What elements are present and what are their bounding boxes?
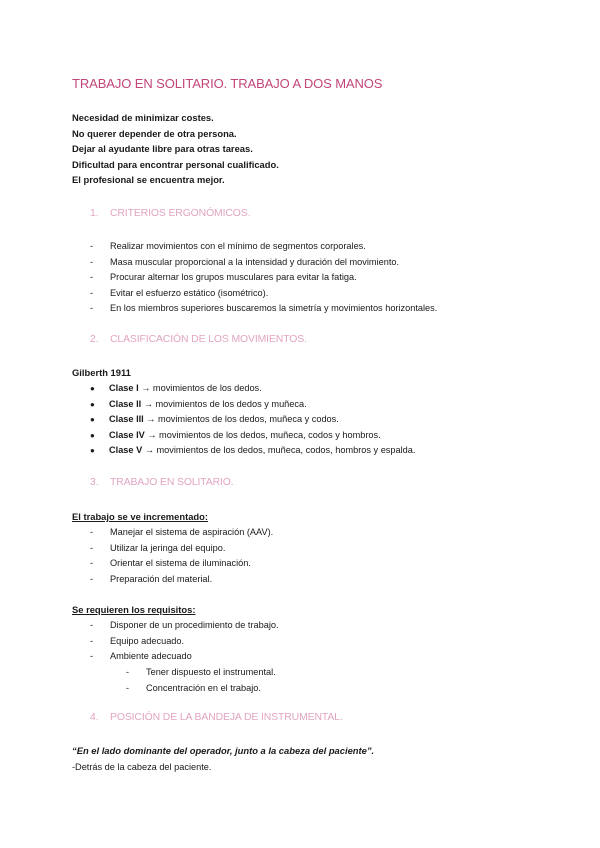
list-item (90, 412, 415, 428)
list-item: - Masa muscular proporcional a la intensidad y duración del movimiento. (90, 255, 437, 271)
class-name: Clase II (109, 398, 142, 409)
list-item: - En los miembros superiores buscaremos la simetría y movimientos horizontales. (90, 301, 437, 317)
intro-line: El profesional se encuentra mejor. (72, 174, 225, 186)
class-description: → movimientos de los dedos, muñeca, codos y hombros. (147, 429, 381, 440)
list-item (90, 428, 415, 444)
intro-line: Dificultad para encontrar personal cualificado. (72, 158, 279, 170)
increased-work-list (90, 525, 273, 587)
section-4-heading (90, 712, 343, 723)
section-title: CRITERIOS ERGONÓMICOS. (110, 208, 251, 219)
class-description: → movimientos de los dedos, muñeca, codos, hombros y espalda. (144, 445, 416, 456)
environment-sublist (126, 665, 276, 696)
intro-line: No querer depender de otra persona. (72, 127, 237, 139)
class-name: Clase III (109, 414, 144, 425)
class-description: → movimientos de los dedos, muñeca y codos. (146, 414, 339, 425)
section-number: 1. (90, 208, 99, 219)
list-item: - Disponer de un procedimiento de trabajo. (90, 618, 279, 634)
list-item: - Concentración en el trabajo. (126, 681, 276, 697)
list-item (90, 397, 415, 413)
class-name: Clase V (109, 445, 143, 456)
increased-work-label: El trabajo se ve incrementado: (72, 511, 208, 522)
intro-list (72, 110, 279, 188)
section-title: POSICIÓN DE LA BANDEJA DE INSTRUMENTAL. (110, 712, 343, 723)
requirements-label: Se requieren los requisitos: (72, 604, 196, 615)
list-item: - Utilizar la jeringa del equipo. (90, 541, 273, 557)
movement-classes-list (90, 381, 415, 459)
class-description: → movimientos de los dedos. (141, 383, 262, 393)
list-item: - Equipo adecuado. (90, 634, 279, 650)
gilberth-source: Gilberth 1911 (72, 367, 131, 378)
list-item: - Tener dispuesto el instrumental. (126, 665, 276, 681)
list-item: - Evitar el esfuerzo estático (isométrico). (90, 286, 437, 302)
tray-position-quote: “En el lado dominante del operador, junto a la cabeza del paciente”. (72, 745, 375, 756)
section-title: TRABAJO EN SOLITARIO. (110, 477, 234, 488)
ergonomic-criteria-list (90, 239, 437, 317)
class-description: → movimientos de los dedos y muñeca. (143, 398, 307, 409)
list-item: - Preparación del material. (90, 572, 273, 588)
section-1-heading (90, 208, 250, 219)
section-title: CLASIFICACIÓN DE LOS MOVIMIENTOS. (110, 334, 307, 345)
section-number: 2. (90, 334, 99, 345)
page-title: TRABAJO EN SOLITARIO. TRABAJO A DOS MANOS (72, 76, 383, 91)
section-number: 4. (90, 712, 99, 723)
intro-line: Dejar al ayudante libre para otras tareas. (72, 143, 253, 155)
list-item (90, 443, 415, 459)
list-item: - Procurar alternar los grupos musculares para evitar la fatiga. (90, 270, 437, 286)
class-name: Clase I (109, 383, 139, 393)
list-item: - Realizar movimientos con el mínimo de segmentos corporales. (90, 239, 437, 255)
section-number: 3. (90, 477, 99, 488)
list-item: - Ambiente adecuado (90, 649, 279, 665)
section-3-heading (90, 477, 234, 488)
list-item: - Manejar el sistema de aspiración (AAV). (90, 525, 273, 541)
list-item (90, 381, 415, 397)
intro-line: Necesidad de minimizar costes. (72, 112, 214, 123)
class-name: Clase IV (109, 429, 145, 440)
tray-position-note: -Detrás de la cabeza del paciente. (72, 762, 212, 772)
list-item: - Orientar el sistema de iluminación. (90, 556, 273, 572)
section-2-heading (90, 334, 307, 345)
requirements-list (90, 618, 279, 665)
